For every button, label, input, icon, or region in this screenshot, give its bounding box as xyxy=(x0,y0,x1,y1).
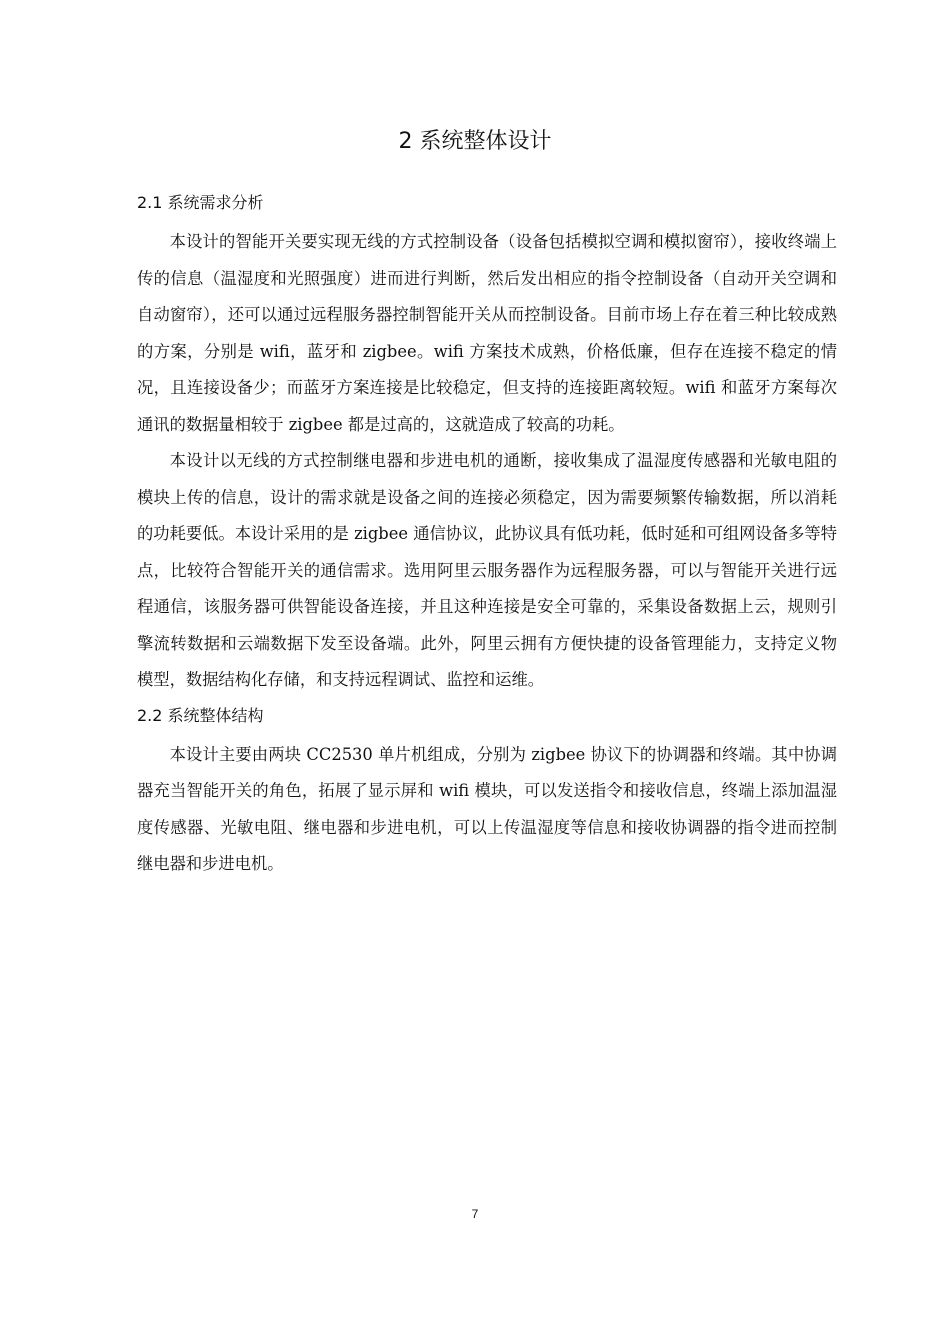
page-content xyxy=(137,190,837,887)
section-heading: 2.2 系统整体结构 xyxy=(137,705,264,725)
page-number: 7 xyxy=(471,1207,479,1221)
paragraph: 本设计主要由两块 CC2530 单片机组成，分别为 zigbee 协议下的协调器和终端。其中协调器充当智能开关的角色，拓展了显示屏和 wifi 模块，可以发送指令和接收信息，终端上添加温湿度传感器、光敏电阻、继电器和步进电机，可以上传温湿度等信息和接收协调器的指令进而控制继电器和步进电机。 xyxy=(137,744,837,873)
chapter-title: 2 系统整体设计 xyxy=(398,129,552,154)
section-2-1 xyxy=(137,190,837,699)
section-heading: 2.1 系统需求分析 xyxy=(137,193,264,212)
paragraph: 本设计的智能开关要实现无线的方式控制设备（设备包括模拟空调和模拟窗帘），接收终端上传的信息（温湿度和光照强度）进而进行判断，然后发出相应的指令控制设备（自动开关空调和自动窗帘），还可以通过远程服务器控制智能开关从而控制设备。目前市场上存在着三种比较成熟的方案，分别是 wifi，蓝牙和 zigbee。wifi 方案技术成熟，价格低廉，但存在连接不稳定的情况，且连接设备少；而蓝牙方案连接是比较稳定，但支持的连接距离较短。wifi 和蓝牙方案每次通讯的数据量相较于 zigbee 都是过高的，这就造成了较高的功耗。 xyxy=(137,232,837,434)
section-2-2 xyxy=(137,703,837,883)
paragraph: 本设计以无线的方式控制继电器和步进电机的通断，接收集成了温湿度传感器和光敏电阻的模块上传的信息，设计的需求就是设备之间的连接必须稳定，因为需要频繁传输数据，所以消耗的功耗要低。本设计采用的是 zigbee 通信协议，此协议具有低功耗，低时延和可组网设备多等特点，比较符合智能开关的通信需求。选用阿里云服务器作为远程服务器，可以与智能开关进行远程通信，该服务器可供智能设备连接，并且这种连接是安全可靠的，采集设备数据上云，规则引擎流转数据和云端数据下发至设备端。此外，阿里云拥有方便快捷的设备管理能力，支持定义物模型，数据结构化存储，和支持远程调试、监控和运维。 xyxy=(137,451,837,689)
